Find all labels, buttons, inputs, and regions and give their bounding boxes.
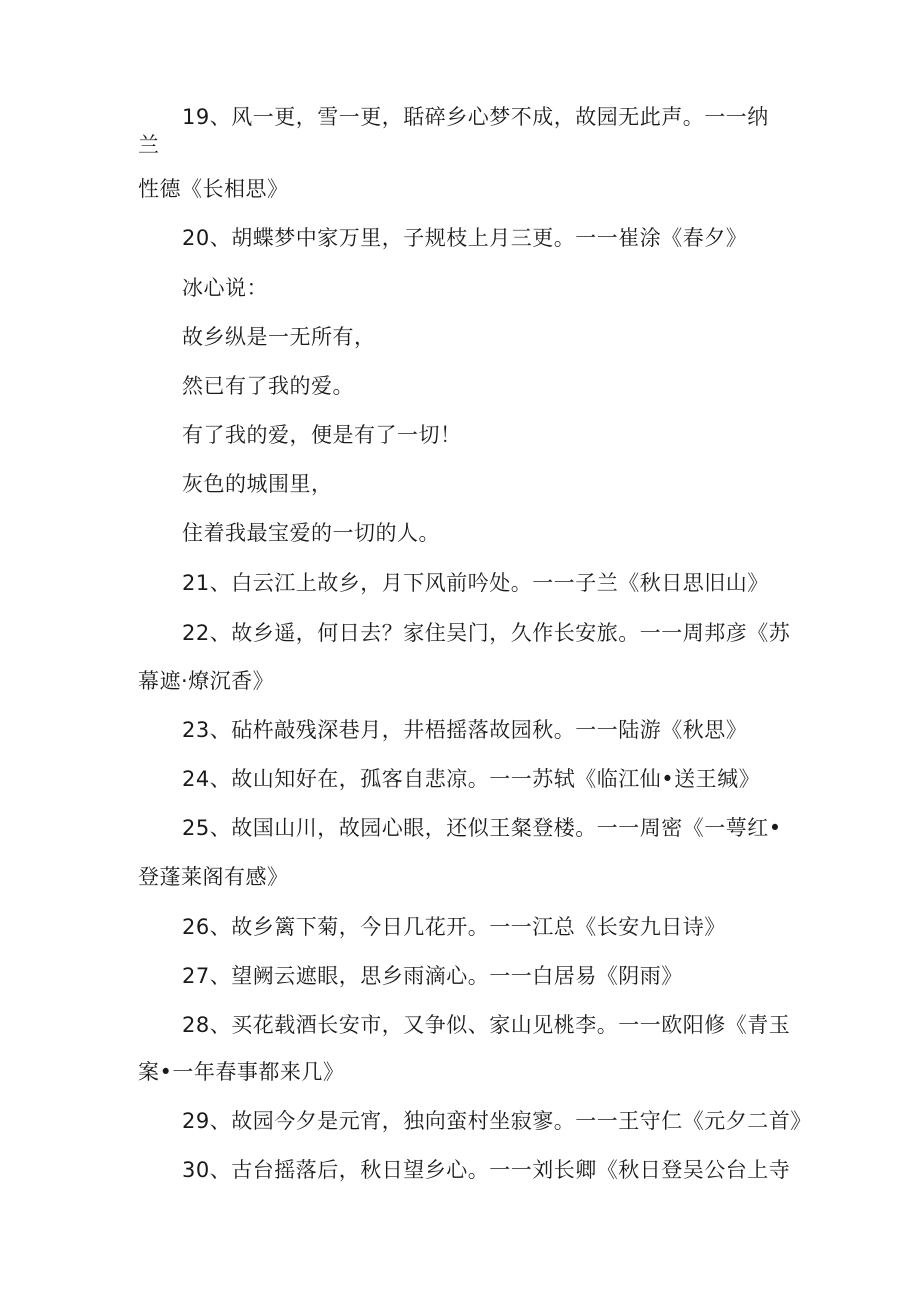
text-line: 灰色的城围里，	[182, 472, 333, 496]
text-line: 21、白云江上故乡，月下风前吟处。一一子兰《秋日思旧山》	[182, 571, 769, 595]
text-line: 25、故国山川，故园心眼，还似王粲登楼。一一周密《一萼红•	[182, 816, 782, 840]
text-line: 然已有了我的爱。	[182, 374, 354, 398]
text-line: 冰心说：	[182, 276, 268, 300]
text-line: 24、故山知好在，孤客自悲凉。一一苏轼《临江仙•送王缄》	[182, 767, 761, 791]
text-line: 19、风一更，雪一更，聒碎乡心梦不成，故园无此声。一一纳	[182, 105, 769, 129]
text-line: 20、胡蝶梦中家万里，子规枝上月三更。一一崔涂《春夕》	[182, 226, 748, 250]
text-line: 故乡纵是一无所有，	[182, 325, 376, 349]
text-line: 案•一年春事都来几》	[138, 1060, 345, 1084]
text-line: 住着我最宝爱的一切的人。	[182, 521, 440, 545]
text-line: 27、望阙云遮眼，思乡雨滴心。一一白居易《阴雨》	[182, 964, 683, 988]
text-line: 兰	[138, 133, 160, 157]
text-line: 22、故乡遥，何日去？家住吴门，久作长安旅。一一周邦彦《苏	[182, 621, 791, 645]
text-line: 26、故乡篱下菊，今日几花开。一一江总《长安九日诗》	[182, 915, 726, 939]
text-line: 30、古台摇落后，秋日望乡心。一一刘长卿《秋日登吴公台上寺	[182, 1158, 791, 1182]
text-line: 有了我的爱，便是有了一切！	[182, 423, 462, 447]
text-line: 幕遮·燎沉香》	[138, 669, 275, 693]
text-line: 29、故园今夕是元宵，独向蛮村坐寂寥。一一王守仁《元夕二首》	[182, 1109, 812, 1133]
text-line: 28、买花载酒长安市，又争似、家山见桃李。一一欧阳修《青玉	[182, 1013, 791, 1037]
text-line: 性德《长相思》	[138, 177, 289, 201]
text-line: 23、砧杵敲残深巷月，井梧摇落故园秋。一一陆游《秋思》	[182, 718, 748, 742]
text-line: 登蓬莱阁有感》	[138, 865, 289, 889]
